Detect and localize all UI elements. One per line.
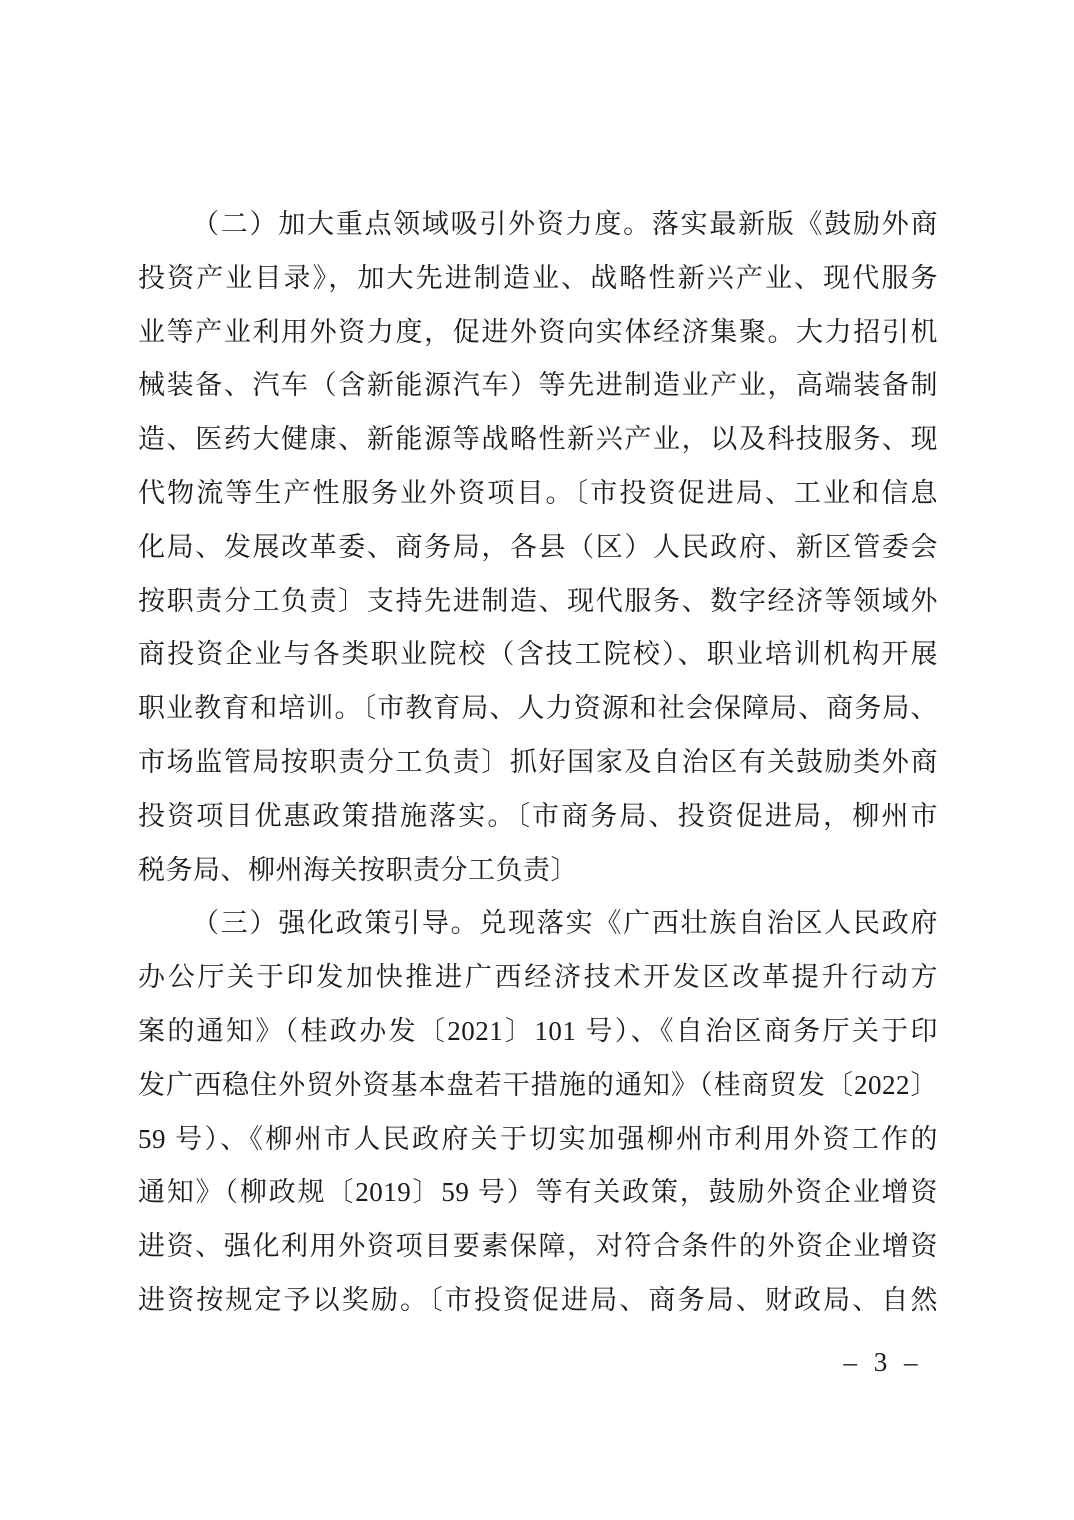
text-line: （二）加大重点领域吸引外资力度。落实最新版《鼓励外商: [192, 209, 938, 239]
text-line: 业等产业利用外资力度，促进外资向实体经济集聚。大力招引机: [138, 316, 938, 347]
text-line: 商投资企业与各类职业院校（含技工院校）、职业培训机构开展: [138, 639, 938, 670]
text-line: 发广西稳住外贸外资基本盘若干措施的通知》（桂商贸发〔2022〕: [138, 1069, 938, 1100]
text-line: 进资、强化利用外资项目要素保障，对符合条件的外资企业增资: [138, 1231, 938, 1262]
text-line: 投资产业目录》，加大先进制造业、战略性新兴产业、现代服务: [138, 262, 938, 293]
text-line: 械装备、汽车（含新能源汽车）等先进制造业产业，高端装备制: [138, 370, 938, 401]
paragraph-section-2: [138, 198, 938, 897]
text-line: 税务局、柳州海关按职责分工负责〕: [138, 854, 578, 885]
text-line: 投资项目优惠政策措施落实。〔市商务局、投资促进局，柳州市: [138, 800, 938, 831]
text-line: 市场监管局按职责分工负责〕抓好国家及自治区有关鼓励类外商: [138, 746, 938, 777]
text-line: （三）强化政策引导。兑现落实《广西壮族自治区人民政府: [192, 908, 938, 939]
text-line: 通知》（柳政规〔2019〕59 号）等有关政策，鼓励外资企业增资: [138, 1177, 938, 1208]
text-line: 按职责分工负责〕支持先进制造、现代服务、数字经济等领域外: [138, 585, 938, 616]
text-line: 进资按规定予以奖励。〔市投资促进局、商务局、财政局、自然: [138, 1284, 938, 1315]
text-line: 案的通知》（桂政办发〔2021〕101 号）、《自治区商务厅关于印: [138, 1015, 938, 1046]
text-line: 化局、发展改革委、商务局，各县（区）人民政府、新区管委会: [138, 531, 938, 562]
text-line: 职业教育和培训。〔市教育局、人力资源和社会保障局、商务局、: [138, 693, 938, 724]
text-line: 办公厅关于印发加快推进广西经济技术开发区改革提升行动方: [138, 962, 938, 993]
text-line: 代物流等生产性服务业外资项目。〔市投资促进局、工业和信息: [138, 477, 938, 508]
text-line: 59 号）、《柳州市人民政府关于切实加强柳州市利用外资工作的: [138, 1123, 938, 1154]
page-number: – 3 –: [843, 1347, 923, 1377]
text-line: 造、医药大健康、新能源等战略性新兴产业，以及科技服务、现: [138, 424, 938, 455]
paragraph-section-3: [138, 897, 938, 1327]
document-text-block: [138, 198, 938, 1328]
